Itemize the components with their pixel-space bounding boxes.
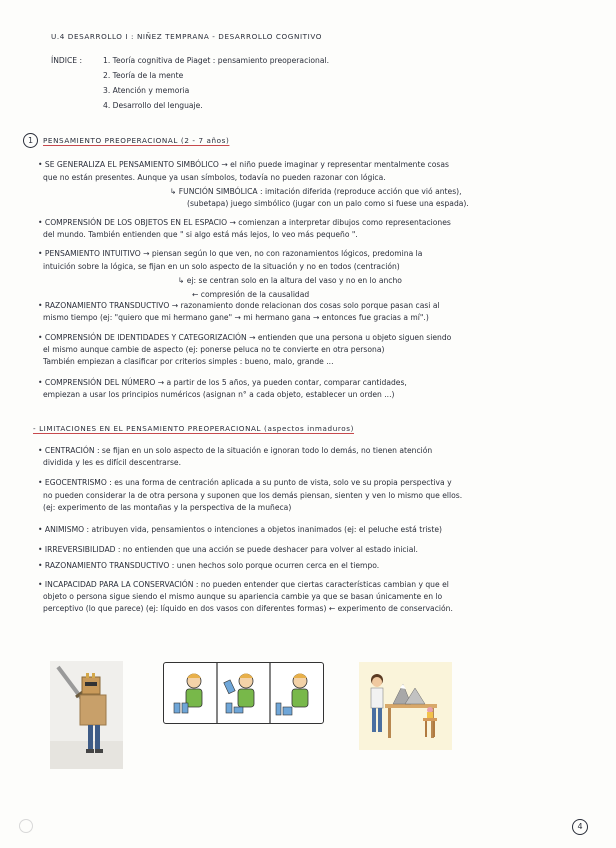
page-number: 4 xyxy=(572,819,588,835)
note-line: • COMPRENSIÓN DE LOS OBJETOS EN EL ESPACIO → comienzan a interpretar dibujos como representaciones xyxy=(38,218,451,227)
note-line: • ANIMISMO : atribuyen vida, pensamientos o intenciones a objetos inanimados (ej: el peluche está triste) xyxy=(38,525,443,534)
note-line: • PENSAMIENTO INTUITIVO → piensan según lo que ven, no con razonamientos lógicos, predomina la xyxy=(38,249,423,258)
note-line: mismo tiempo (ej: "quiero que mi hermano gane" → mi hermano gana → entonces fue gracias a mí".) xyxy=(43,313,429,322)
note-line: intuición sobre la lógica, se fijan en un solo aspecto de la situación y no en todos (centración) xyxy=(43,262,400,271)
note-line: • IRREVERSIBILIDAD : no entienden que una acción se puede deshacer para volver al estado inicial. xyxy=(38,545,418,554)
note-line: • RAZONAMIENTO TRANSDUCTIVO → razonamiento donde relacionan dos cosas solo porque pasan casi al xyxy=(38,301,440,310)
three-mountains-illustration xyxy=(359,662,452,750)
unit-title: U.4 DESARROLLO I : NIÑEZ TEMPRANA - DESARROLLO COGNITIVO xyxy=(51,32,323,41)
index-item: 1. Teoría cognitiva de Piaget : pensamiento preoperacional. xyxy=(103,56,329,65)
index-item: 3. Atención y memoria xyxy=(103,86,190,95)
note-line: • CENTRACIÓN : se fijan en un solo aspecto de la situación e ignoran todo lo demás, no tienen atención xyxy=(38,446,433,455)
note-line: que no están presentes. Aunque ya usan símbolos, todavía no pueden razonar con lógica. xyxy=(43,173,386,182)
note-line: (ej: experimento de las montañas y la perspectiva de la muñeca) xyxy=(43,503,292,512)
note-line: También empiezan a clasificar por criterios simples : bueno, malo, grande ... xyxy=(43,357,334,366)
note-line: el mismo aunque cambie de aspecto (ej: ponerse peluca no te convierte en otra persona) xyxy=(43,345,385,354)
index-item: 2. Teoría de la mente xyxy=(103,71,184,80)
note-line: objeto o persona sigue siendo el mismo aunque su apariencia cambie ya que se basan únicamente en lo xyxy=(43,592,443,601)
note-line: ← compresión de la causalidad xyxy=(192,290,310,299)
note-line: • COMPRENSIÓN DEL NÚMERO → a partir de los 5 años, ya pueden contar, comparar cantidades, xyxy=(38,378,407,387)
note-line: perceptivo (lo que parece) (ej: líquido en dos vasos con diferentes formas) ← experimento de conservación. xyxy=(43,604,453,613)
index-label: ÍNDICE : xyxy=(51,56,83,65)
note-line: • INCAPACIDAD PARA LA CONSERVACIÓN : no pueden entender que ciertas características cambian y que el xyxy=(38,580,449,589)
note-line: no pueden considerar la de otra persona y suponen que los demás piensan, sienten y ven lo mismo que ellos. xyxy=(43,491,463,500)
note-line: empiezan a usar los principios numéricos (asignan n° a cada objeto, establecer un orden ...) xyxy=(43,390,395,399)
note-line: dividida y les es difícil descentrarse. xyxy=(43,458,182,467)
conservation-experiment-illustration xyxy=(163,662,324,724)
faded-mark xyxy=(19,819,33,833)
note-line: • RAZONAMIENTO TRANSDUCTIVO : unen hechos solo porque ocurren cerca en el tiempo. xyxy=(38,561,380,570)
note-line: • SE GENERALIZA EL PENSAMIENTO SIMBÓLICO → el niño puede imaginar y representar mentalmente cosas xyxy=(38,160,449,169)
note-line: • COMPRENSIÓN DE IDENTIDADES Y CATEGORIZACIÓN → entienden que una persona u objeto siguen siendo xyxy=(38,333,452,342)
note-line: ↳ FUNCIÓN SIMBÓLICA : imitación diferida (reproduce acción que vió antes), xyxy=(170,187,462,196)
note-line: del mundo. También entienden que " si algo está más lejos, lo veo más pequeño ". xyxy=(43,230,358,239)
note-line: (subetapa) juego simbólico (jugar con un palo como si fuese una espada). xyxy=(187,199,469,208)
note-line: • EGOCENTRISMO : es una forma de centración aplicada a su punto de vista, solo ve su propia perspectiva y xyxy=(38,478,452,487)
note-line: ↳ ej: se centran solo en la altura del vaso y no en lo ancho xyxy=(178,276,402,285)
section-title: - LIMITACIONES EN EL PENSAMIENTO PREOPERACIONAL (aspectos inmaduros) xyxy=(33,424,355,433)
section-title: PENSAMIENTO PREOPERACIONAL (2 - 7 años) xyxy=(43,136,230,145)
section-number: 1 xyxy=(23,133,38,148)
child-knight-illustration xyxy=(50,661,123,769)
index-item: 4. Desarrollo del lenguaje. xyxy=(103,101,203,110)
